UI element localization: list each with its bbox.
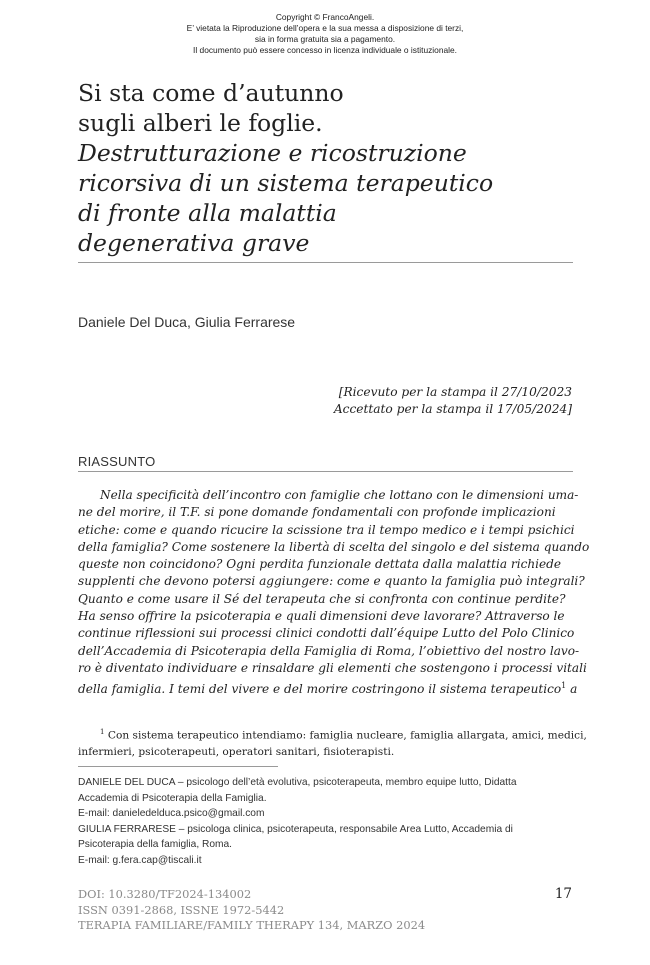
footnote-reference[interactable]: 1 xyxy=(561,681,567,691)
copyright-line: sia in forma gratuita sia a pagamento. xyxy=(254,34,396,44)
received-dates xyxy=(334,384,572,418)
accepted-line: Accettato per la stampa il 17/05/2024] xyxy=(333,402,572,416)
abstract-line: della famiglia? Come sostenere la libertà di scelta del singolo e del sistema quando xyxy=(78,539,590,554)
publication-info xyxy=(78,887,425,934)
abstract-line: ro è diventato individuare e rinsaldare gli elementi che sostengono i processi vitali xyxy=(78,660,587,675)
author-bios xyxy=(78,775,573,868)
subtitle-line: ricorsiva di un sistema terapeutico xyxy=(78,169,494,197)
bio-line: DANIELE DEL DUCA – psicologo dell’età evolutiva, psicoterapeuta, membro equipe lutto, Didatta xyxy=(78,777,517,788)
page-number: 17 xyxy=(554,886,572,902)
footnote-mark: 1 xyxy=(100,728,105,736)
abstract-line: Nella specificità dell’incontro con famiglie che lottano con le dimensioni uma- xyxy=(100,488,579,502)
journal-line: TERAPIA FAMILIARE/FAMILY THERAPY 134, MARZO 2024 xyxy=(78,918,426,932)
footnote-text: Con sistema terapeutico intendiamo: famiglia nucleare, famiglia allargata, amici, medici, xyxy=(104,729,587,742)
section-heading: RIASSUNTO xyxy=(78,454,156,469)
subtitle-line: Destrutturazione e ricostruzione xyxy=(78,139,467,167)
article-title xyxy=(78,78,578,258)
abstract-line: ne del morire, il T.F. si pone domande fondamentali con profonde implicazioni xyxy=(78,505,556,520)
footnote-line xyxy=(78,724,587,744)
copyright-line: Copyright © FrancoAngeli. xyxy=(275,12,375,22)
copyright-line: E’ vietata la Riproduzione dell’opera e la sua messa a disposizione di terzi, xyxy=(186,23,464,33)
abstract-line: queste non coincidono? Ogni perdita funzionale dettata dalla malattia richiede xyxy=(78,557,562,572)
abstract-line: Ha senso offrire la psicoterapia e quali dimensioni deve lavorare? Attraverso le xyxy=(78,609,565,624)
email-link[interactable]: E-mail: g.fera.cap@tiscali.it xyxy=(78,854,202,866)
section-divider xyxy=(78,471,573,472)
title-line: sugli alberi le foglie. xyxy=(78,109,323,137)
doi-link[interactable]: DOI: 10.3280/TF2024-134002 xyxy=(78,887,252,901)
copyright-notice xyxy=(0,12,650,56)
abstract-text: della famiglia. I temi del vivere e del morire costringono il sistema terapeutico xyxy=(78,682,562,697)
received-line: [Ricevuto per la stampa il 27/10/2023 xyxy=(338,385,572,399)
footnote-divider xyxy=(78,766,278,767)
subtitle-line: di fronte alla malattia xyxy=(78,199,337,227)
title-line: Si sta come d’autunno xyxy=(78,79,344,107)
title-divider xyxy=(78,262,573,263)
authors: Daniele Del Duca, Giulia Ferrarese xyxy=(78,314,296,330)
abstract-line: dell’Accademia di Psicoterapia della Famiglia di Roma, l’obiettivo del nostro lavo- xyxy=(78,643,580,658)
subtitle-line: degenerativa grave xyxy=(78,229,310,257)
bio-line: GIULIA FERRARESE – psicologa clinica, psicoterapeuta, responsabile Area Lutto, Accademia di xyxy=(78,823,513,835)
issn-line: ISSN 0391-2868, ISSNE 1972-5442 xyxy=(78,902,285,917)
bio-line: Accademia di Psicoterapia della Famiglia. xyxy=(78,792,267,804)
abstract-text: a xyxy=(566,682,578,697)
bio-line: Psicoterapia della famiglia, Roma. xyxy=(78,839,233,850)
abstract-line: continue riflessioni sui processi clinici condotti dall’équipe Lutto del Polo Clinico xyxy=(78,626,575,641)
abstract xyxy=(78,487,590,699)
copyright-line: Il documento può essere concesso in licenza individuale o istituzionale. xyxy=(193,45,457,55)
abstract-line: supplenti che devono potersi aggiungere: come e quanto la famiglia può integrali? xyxy=(78,574,585,589)
footnote-line: infermieri, psicoterapeuti, operatori sanitari, fisioterapisti. xyxy=(78,745,395,758)
email-link[interactable]: E-mail: danieledelduca.psico@gmail.com xyxy=(78,808,265,819)
abstract-line: Quanto e come usare il Sé del terapeuta che si confronta con continue perdite? xyxy=(78,591,566,606)
abstract-line: etiche: come e quando ricucire la scissione tra il tempo medico e i tempi psichici xyxy=(78,522,575,537)
abstract-line-last xyxy=(78,677,578,698)
footnote xyxy=(78,724,587,760)
